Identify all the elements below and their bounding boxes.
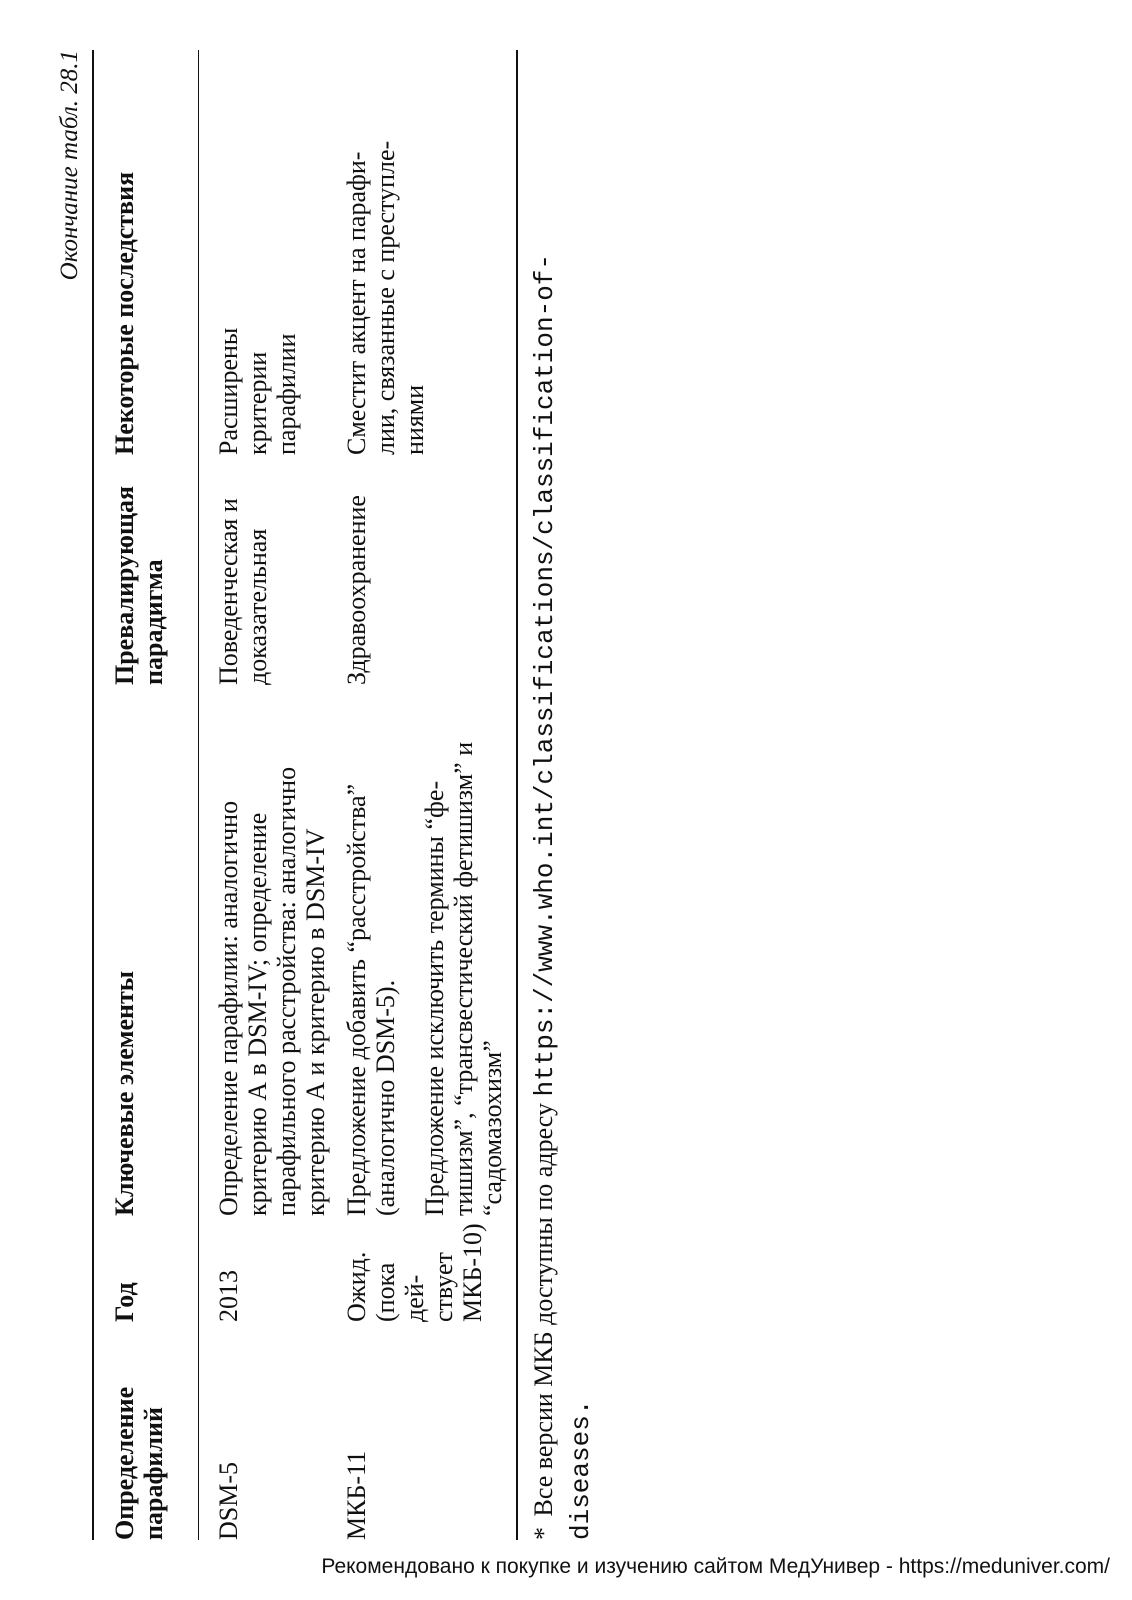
row1-paradigm: Поведенческая и доказательная bbox=[214, 498, 273, 685]
row1-definition: DSM-5 bbox=[214, 1461, 243, 1540]
footnote-star: * bbox=[529, 1527, 558, 1540]
header-paradigm: Превалирующая парадигма bbox=[110, 485, 169, 685]
row2-paradigm: Здравоохранение bbox=[342, 495, 371, 685]
row2-consequences: Сместит акцент на парафи-лии, связанные с преступле-ниями bbox=[342, 140, 430, 455]
footnote bbox=[526, 50, 600, 1540]
header-year: Год bbox=[110, 1282, 139, 1322]
watermark-note: Рекомендовано к покупке и изучению сайтом МедУнивер - https://meduniver.com/ bbox=[321, 1555, 1110, 1578]
header-consequences: Некоторые последствия bbox=[110, 171, 139, 455]
footnote-url[interactable]: https://www.who.int/classifications/classification-of- bbox=[530, 253, 560, 1097]
table-bottom-rule bbox=[516, 50, 518, 1540]
table-header-rule bbox=[198, 50, 199, 1540]
row2-key-elements-1: Предложение добавить “расстройства” (аналогично DSM-5). bbox=[342, 783, 401, 1216]
row1-key-elements: Определение парафилии: аналогично критерию А в DSM-IV; определение парафильного расстройства: аналогично критерию А и критерию в DSM-IV bbox=[214, 766, 331, 1216]
row2-definition: МКБ-11 bbox=[342, 1450, 371, 1540]
table-caption: Окончание табл. 28.1 bbox=[56, 50, 83, 281]
row1-consequences: Расширены критерии парафилии bbox=[214, 327, 302, 455]
footnote-text: Все версии МКБ доступны по адресу bbox=[529, 1103, 558, 1517]
header-key-elements: Ключевые элементы bbox=[110, 970, 139, 1216]
row2-key-elements-2: Предложение исключить термины “фе-тишизм”, “трансвестический фетишизм” и “садомазохизм” bbox=[420, 741, 508, 1216]
footnote-url-continued[interactable]: diseases. bbox=[566, 1399, 597, 1540]
row2-year: Ожид. (пока дей-ствует МКБ-10) bbox=[342, 1223, 488, 1322]
table-top-rule bbox=[92, 50, 94, 1540]
row1-year: 2013 bbox=[214, 1270, 243, 1322]
rotated-page bbox=[50, 50, 597, 1540]
header-definition: Определение парафилий bbox=[110, 1386, 169, 1540]
